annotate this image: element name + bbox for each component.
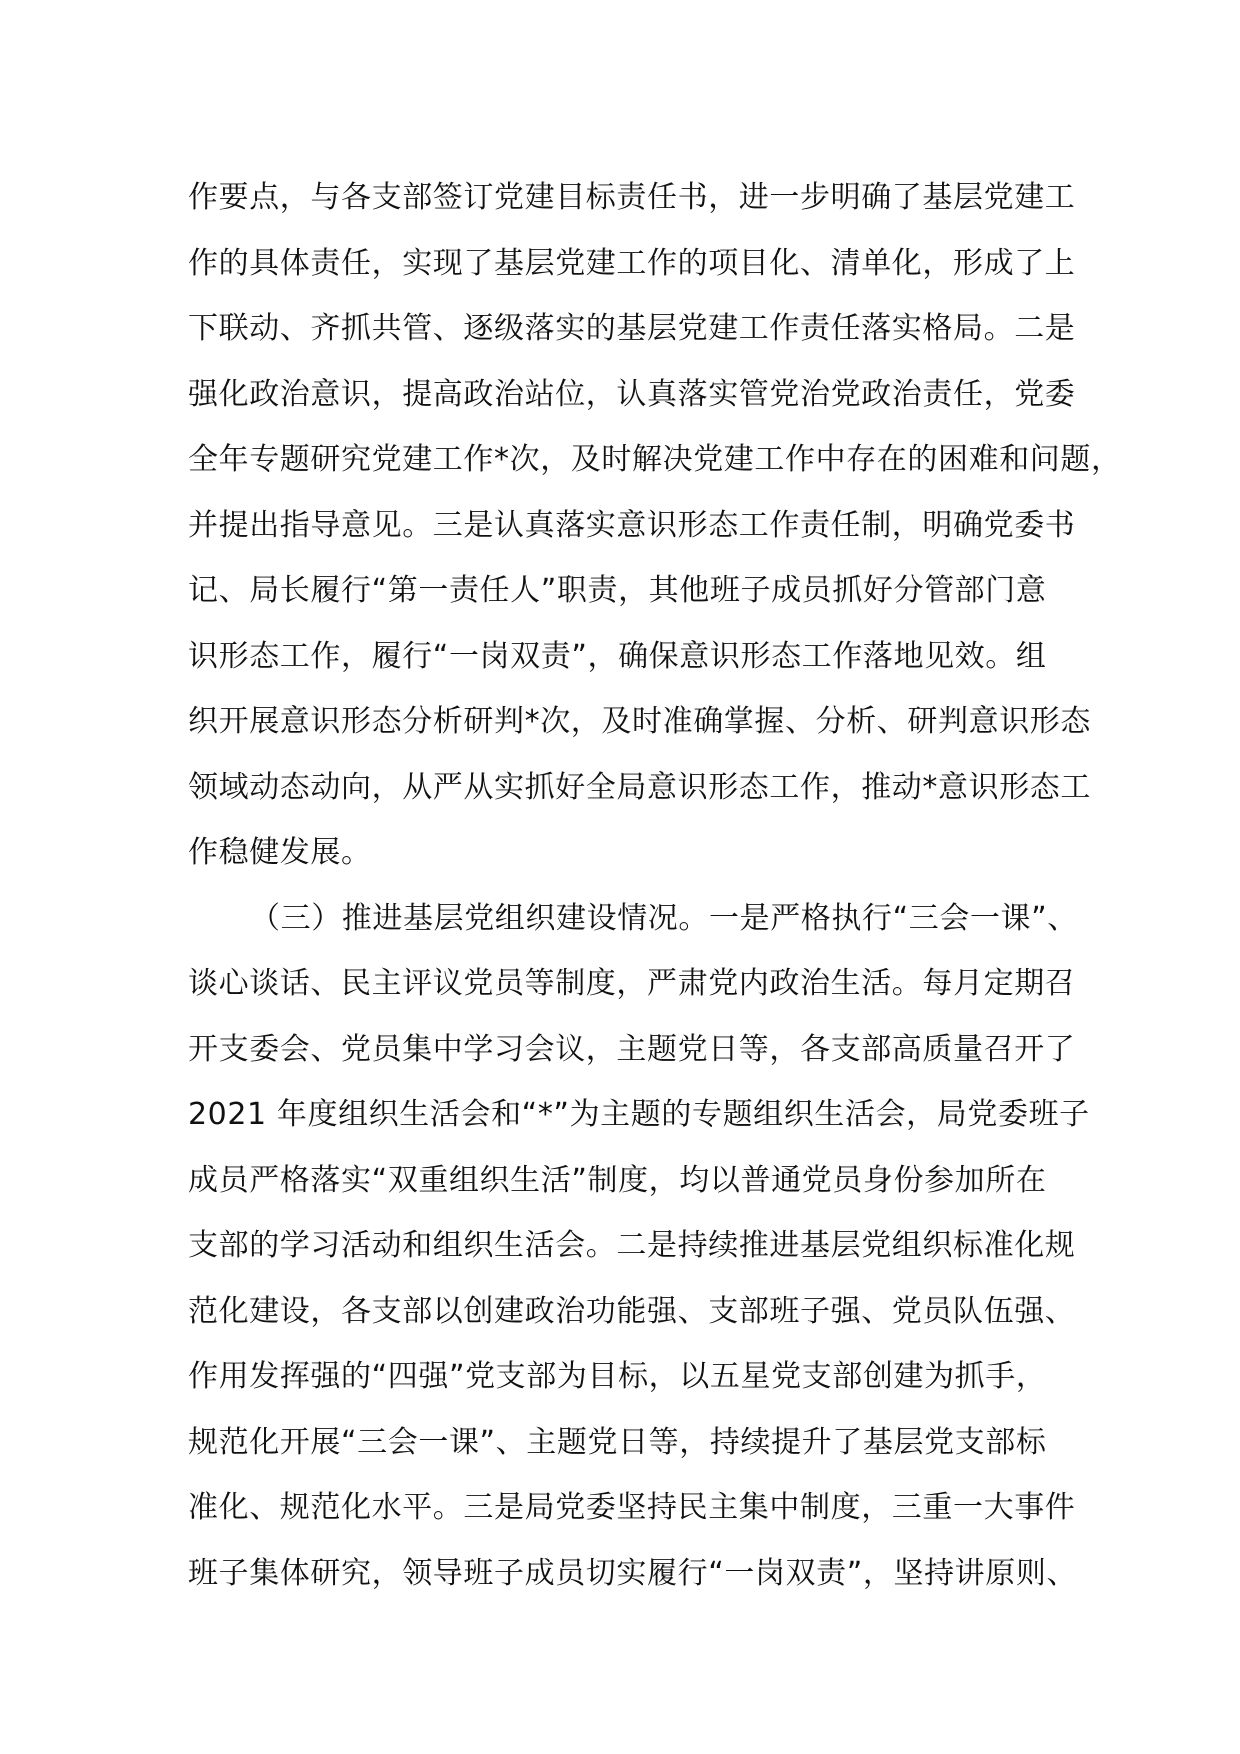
text-line: 作用发挥强的“四强”党支部为目标，以五星党支部创建为抓手， — [188, 1359, 1047, 1394]
text-line: 作的具体责任，实现了基层党建工作的项目化、清单化，形成了上 — [188, 245, 1076, 281]
text-line: 识形态工作，履行“一岗双责”，确保意识形态工作落地见效。组 — [188, 638, 1047, 674]
text-line: 下联动、齐抓共管、逐级落实的基层党建工作责任落实格局。二是 — [188, 311, 1076, 346]
text-line: 作稳健发展。 — [188, 835, 372, 870]
text-line: 并提出指导意见。三是认真落实意识形态工作责任制，明确党委书 — [188, 507, 1076, 543]
text-line: 谈心谈话、民主评议党员等制度，严肃党内政治生活。每月定期召 — [188, 966, 1076, 1001]
text-line: 织开展意识形态分析研判*次，及时准确掌握、分析、研判意识形态 — [188, 704, 1091, 739]
text-line: 记、局长履行“第一责任人”职责，其他班子成员抓好分管部门意 — [188, 573, 1047, 608]
text-line: 作要点，与各支部签订党建目标责任书，进一步明确了基层党建工 — [188, 180, 1076, 215]
text-line: 全年专题研究党建工作*次，及时解决党建工作中存在的困难和问题， — [188, 442, 1122, 477]
text-line: 2021 年度组织生活会和“*”为主题的专题组织生活会，局党委班子 — [188, 1097, 1090, 1132]
text-line: 准化、规范化水平。三是局党委坚持民主集中制度，三重一大事件 — [188, 1490, 1076, 1525]
text-line: 强化政治意识，提高政治站位，认真落实管党治党政治责任，党委 — [188, 376, 1076, 412]
text-line: 规范化开展“三会一课”、主题党日等，持续提升了基层党支部标 — [188, 1424, 1047, 1460]
text-line: 成员严格落实“双重组织生活”制度，均以普通党员身份参加所在 — [188, 1162, 1047, 1198]
text-line: 开支委会、党员集中学习会议，主题党日等，各支部高质量召开了 — [188, 1031, 1076, 1067]
text-line: 支部的学习活动和组织生活会。二是持续推进基层党组织标准化规 — [188, 1228, 1076, 1263]
body-text — [188, 165, 1122, 1606]
section-heading-line: （三）推进基层党组织建设情况。一是严格执行“三会一课”、 — [250, 900, 1078, 936]
text-line: 班子集体研究，领导班子成员切实履行“一岗双责”，坚持讲原则、 — [188, 1555, 1078, 1591]
text-line: 范化建设，各支部以创建政治功能强、支部班子强、党员队伍强、 — [188, 1293, 1076, 1329]
text-line: 领域动态动向，从严从实抓好全局意识形态工作，推动*意识形态工 — [188, 769, 1091, 805]
